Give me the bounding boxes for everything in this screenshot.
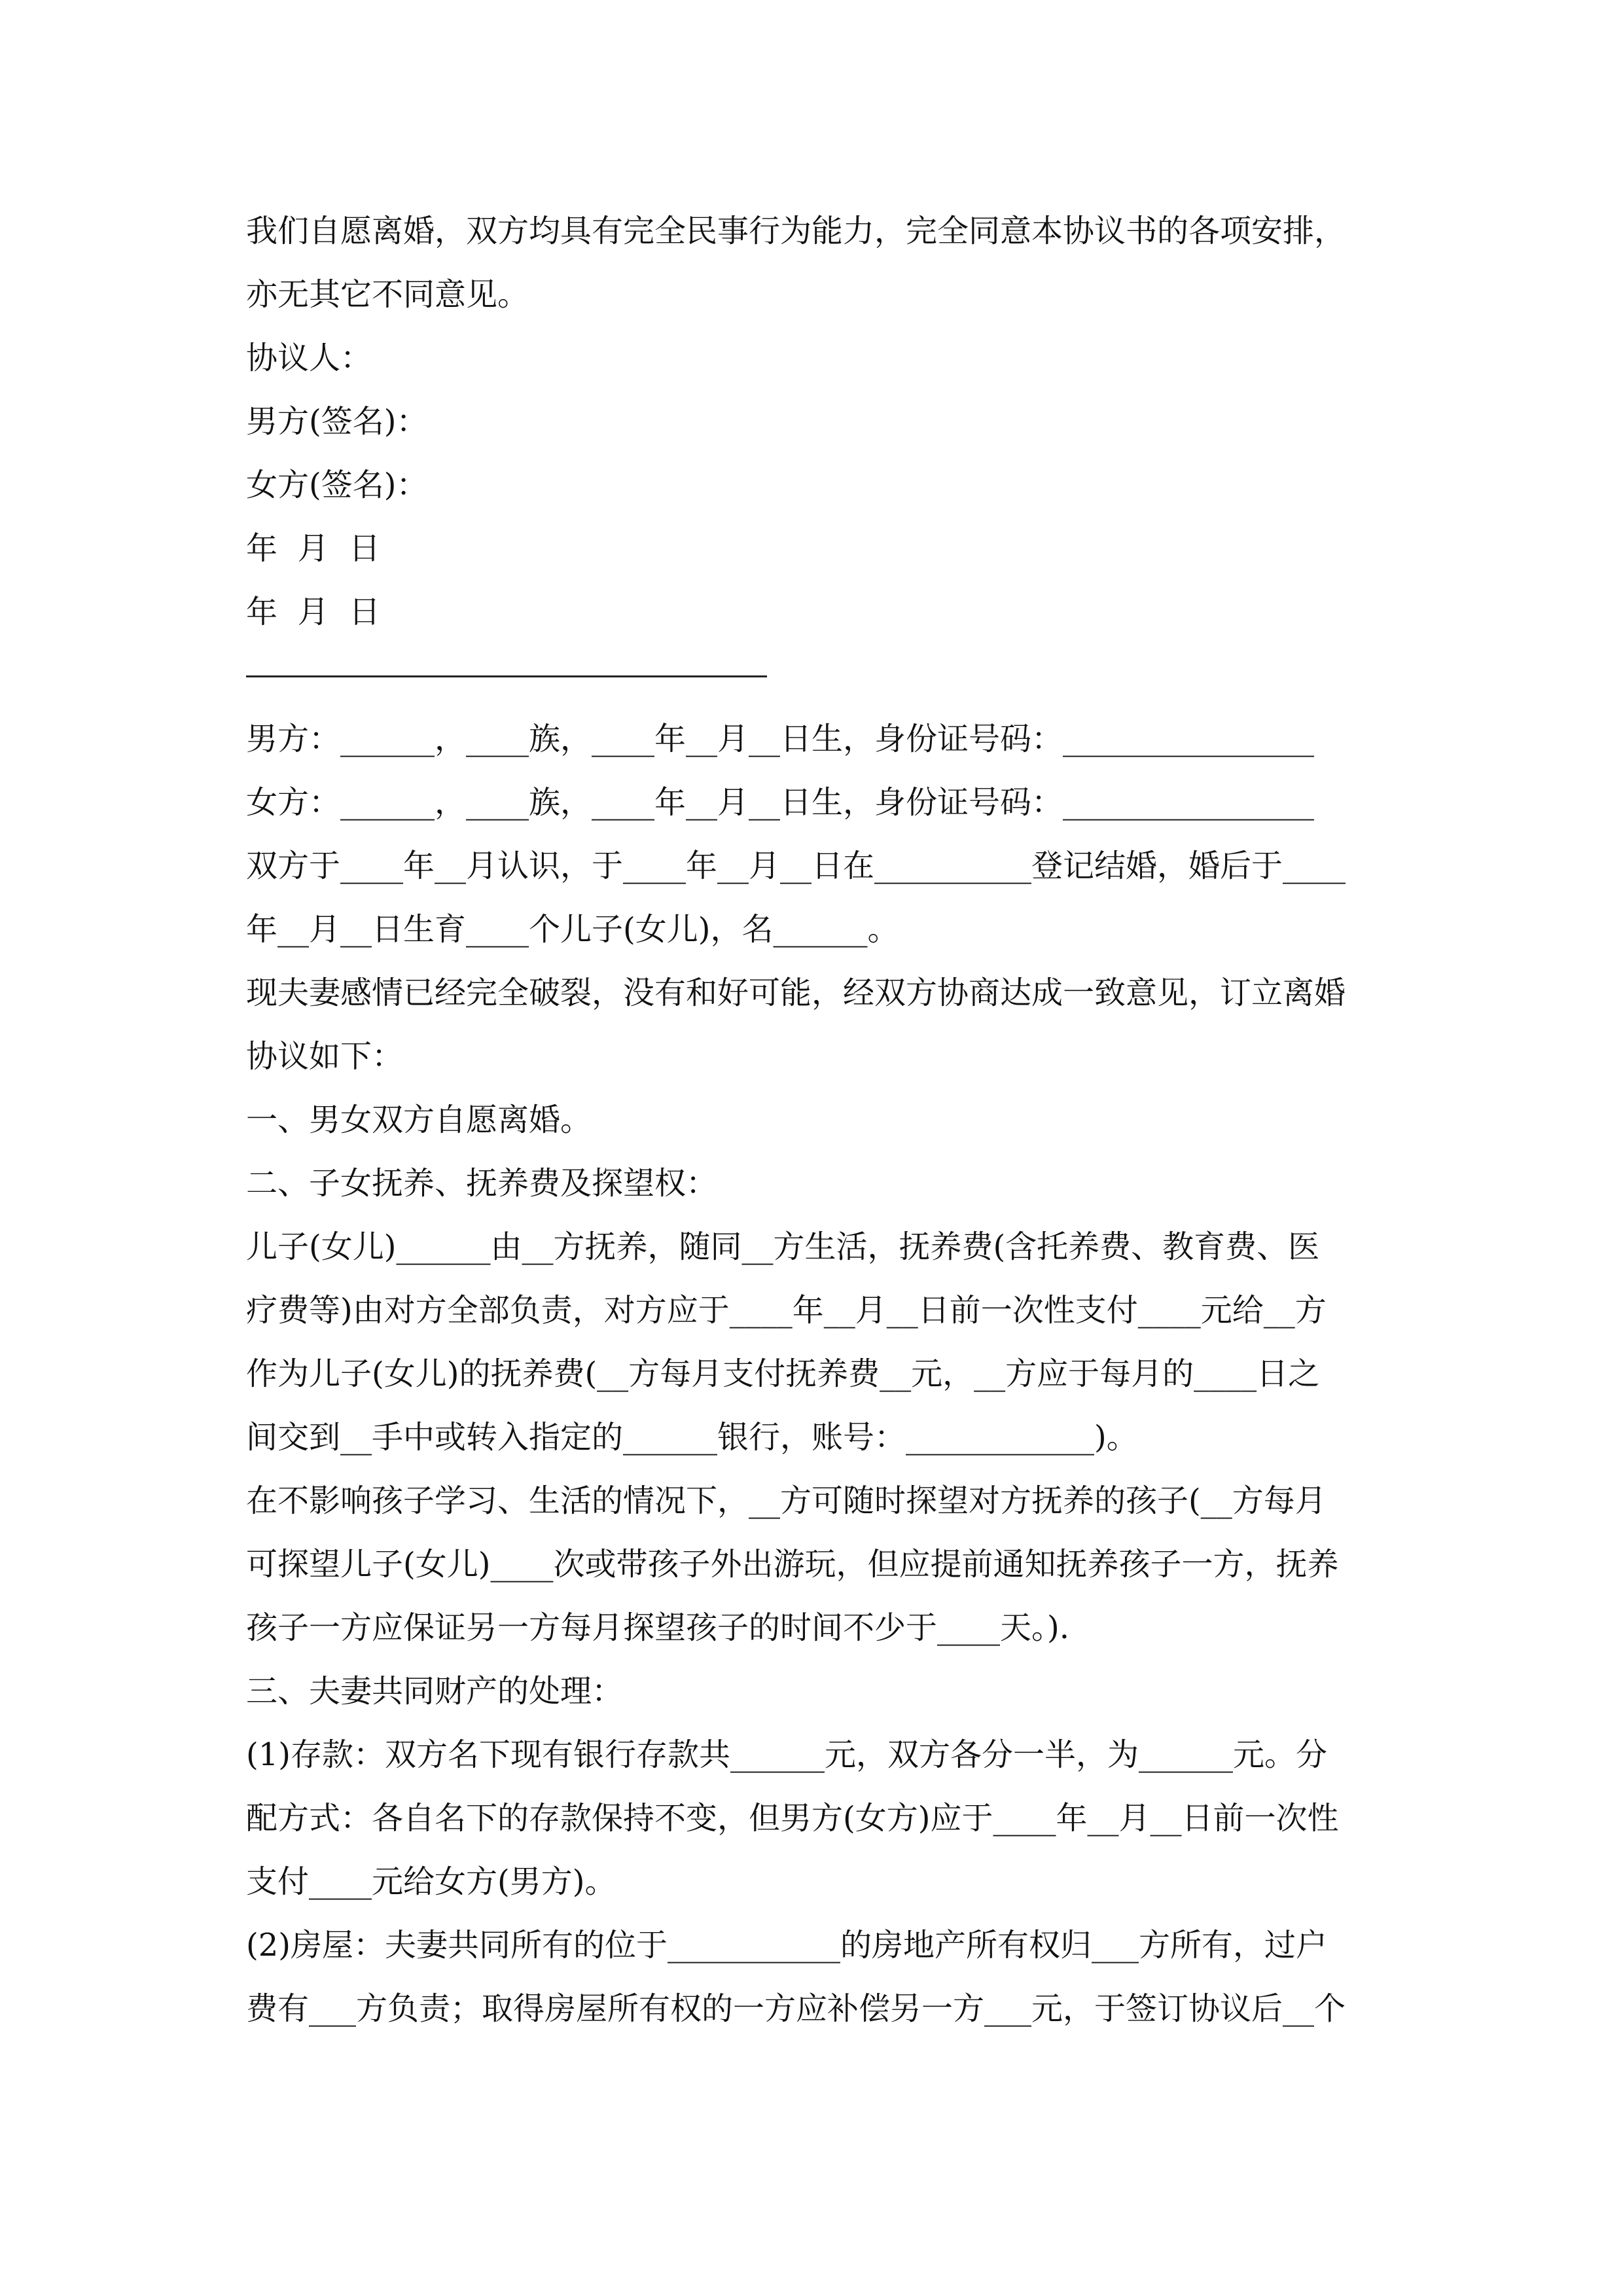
text-line: (1)存款：双方名下现有银行存款共______元，双方各分一半，为______元。分 [246,1736,1327,1773]
paragraph [246,1215,1378,1469]
text-line: 间交到__手中或转入指定的______银行，账号：____________)。 [246,1419,1138,1456]
text-line: 配方式：各自名下的存款保持不变，但男方(女方)应于____年__月__日前一次性 [246,1800,1339,1837]
text-line: 一、男女双方自愿离婚。 [246,1102,592,1138]
text-line: 疗费等)由对方全部负责，对方应于____年__月__日前一次性支付____元给__方 [246,1292,1327,1329]
text-line: 双方于____年__月认识，于____年__月__日在__________登记结婚，婚后于____ [246,848,1346,884]
paragraph [246,771,1378,834]
text-line: 现夫妻感情已经完全破裂，没有和好可能，经双方协商达成一致意见，订立离婚 [246,975,1346,1011]
paragraph [246,327,1378,390]
paragraph [246,1469,1378,1660]
paragraph [246,961,1378,1088]
paragraph [246,708,1378,771]
paragraph [246,1914,1378,2041]
text-line: 男方(签名)： [246,403,428,440]
paragraph [246,1152,1378,1215]
paragraph [246,454,1378,517]
text-line: 孩子一方应保证另一方每月探望孩子的时间不少于____天。). [246,1609,1069,1646]
text-line: 可探望儿子(女儿)____次或带孩子外出游玩，但应提前通知抚养孩子一方，抚养 [246,1546,1339,1583]
text-line: 协议如下： [246,1038,404,1075]
paragraph [246,390,1378,454]
document-body [246,200,1378,2041]
text-line: 年 月 日 [246,530,381,567]
text-line: 三、夫妻共同财产的处理： [246,1673,624,1710]
paragraph [246,1723,1378,1914]
paragraph [246,1660,1378,1723]
paragraph [246,517,1378,581]
paragraph [246,1088,1378,1152]
paragraph [246,200,1378,327]
text-line: 亦无其它不同意见。 [246,276,529,313]
text-line: 费有___方负责；取得房屋所有权的一方应补偿另一方___元，于签订协议后__个 [246,1990,1346,2027]
text-line: 女方：______，____族，____年__月__日生，身份证号码：________________ [246,784,1315,821]
paragraph [246,834,1378,961]
section-divider [246,644,1378,708]
text-line: 二、子女抚养、抚养费及探望权： [246,1165,718,1202]
text-line: (2)房屋：夫妻共同所有的位于___________的房地产所有权归___方所有，过户 [246,1927,1327,1964]
text-line: 女方(签名)： [246,467,428,503]
paragraph [246,581,1378,644]
text-line: 作为儿子(女儿)的抚养费(__方每月支付抚养费__元，__方应于每月的____日之 [246,1355,1320,1392]
text-line: 年__月__日生育____个儿子(女儿)，名______。 [246,911,899,948]
text-line: 我们自愿离婚，双方均具有完全民事行为能力，完全同意本协议书的各项安排， [246,213,1346,249]
text-line: 年 月 日 [246,594,381,630]
text-line: 协议人： [246,340,372,376]
text-line: 男方：______，____族，____年__月__日生，身份证号码：________________ [246,721,1315,757]
divider-line [246,675,767,677]
text-line: 支付____元给女方(男方)。 [246,1863,616,1900]
text-line: 在不影响孩子学习、生活的情况下，__方可随时探望对方抚养的孩子(__方每月 [246,1482,1327,1519]
text-line: 儿子(女儿)______由__方抚养，随同__方生活，抚养费(含托养费、教育费、医 [246,1229,1320,1265]
